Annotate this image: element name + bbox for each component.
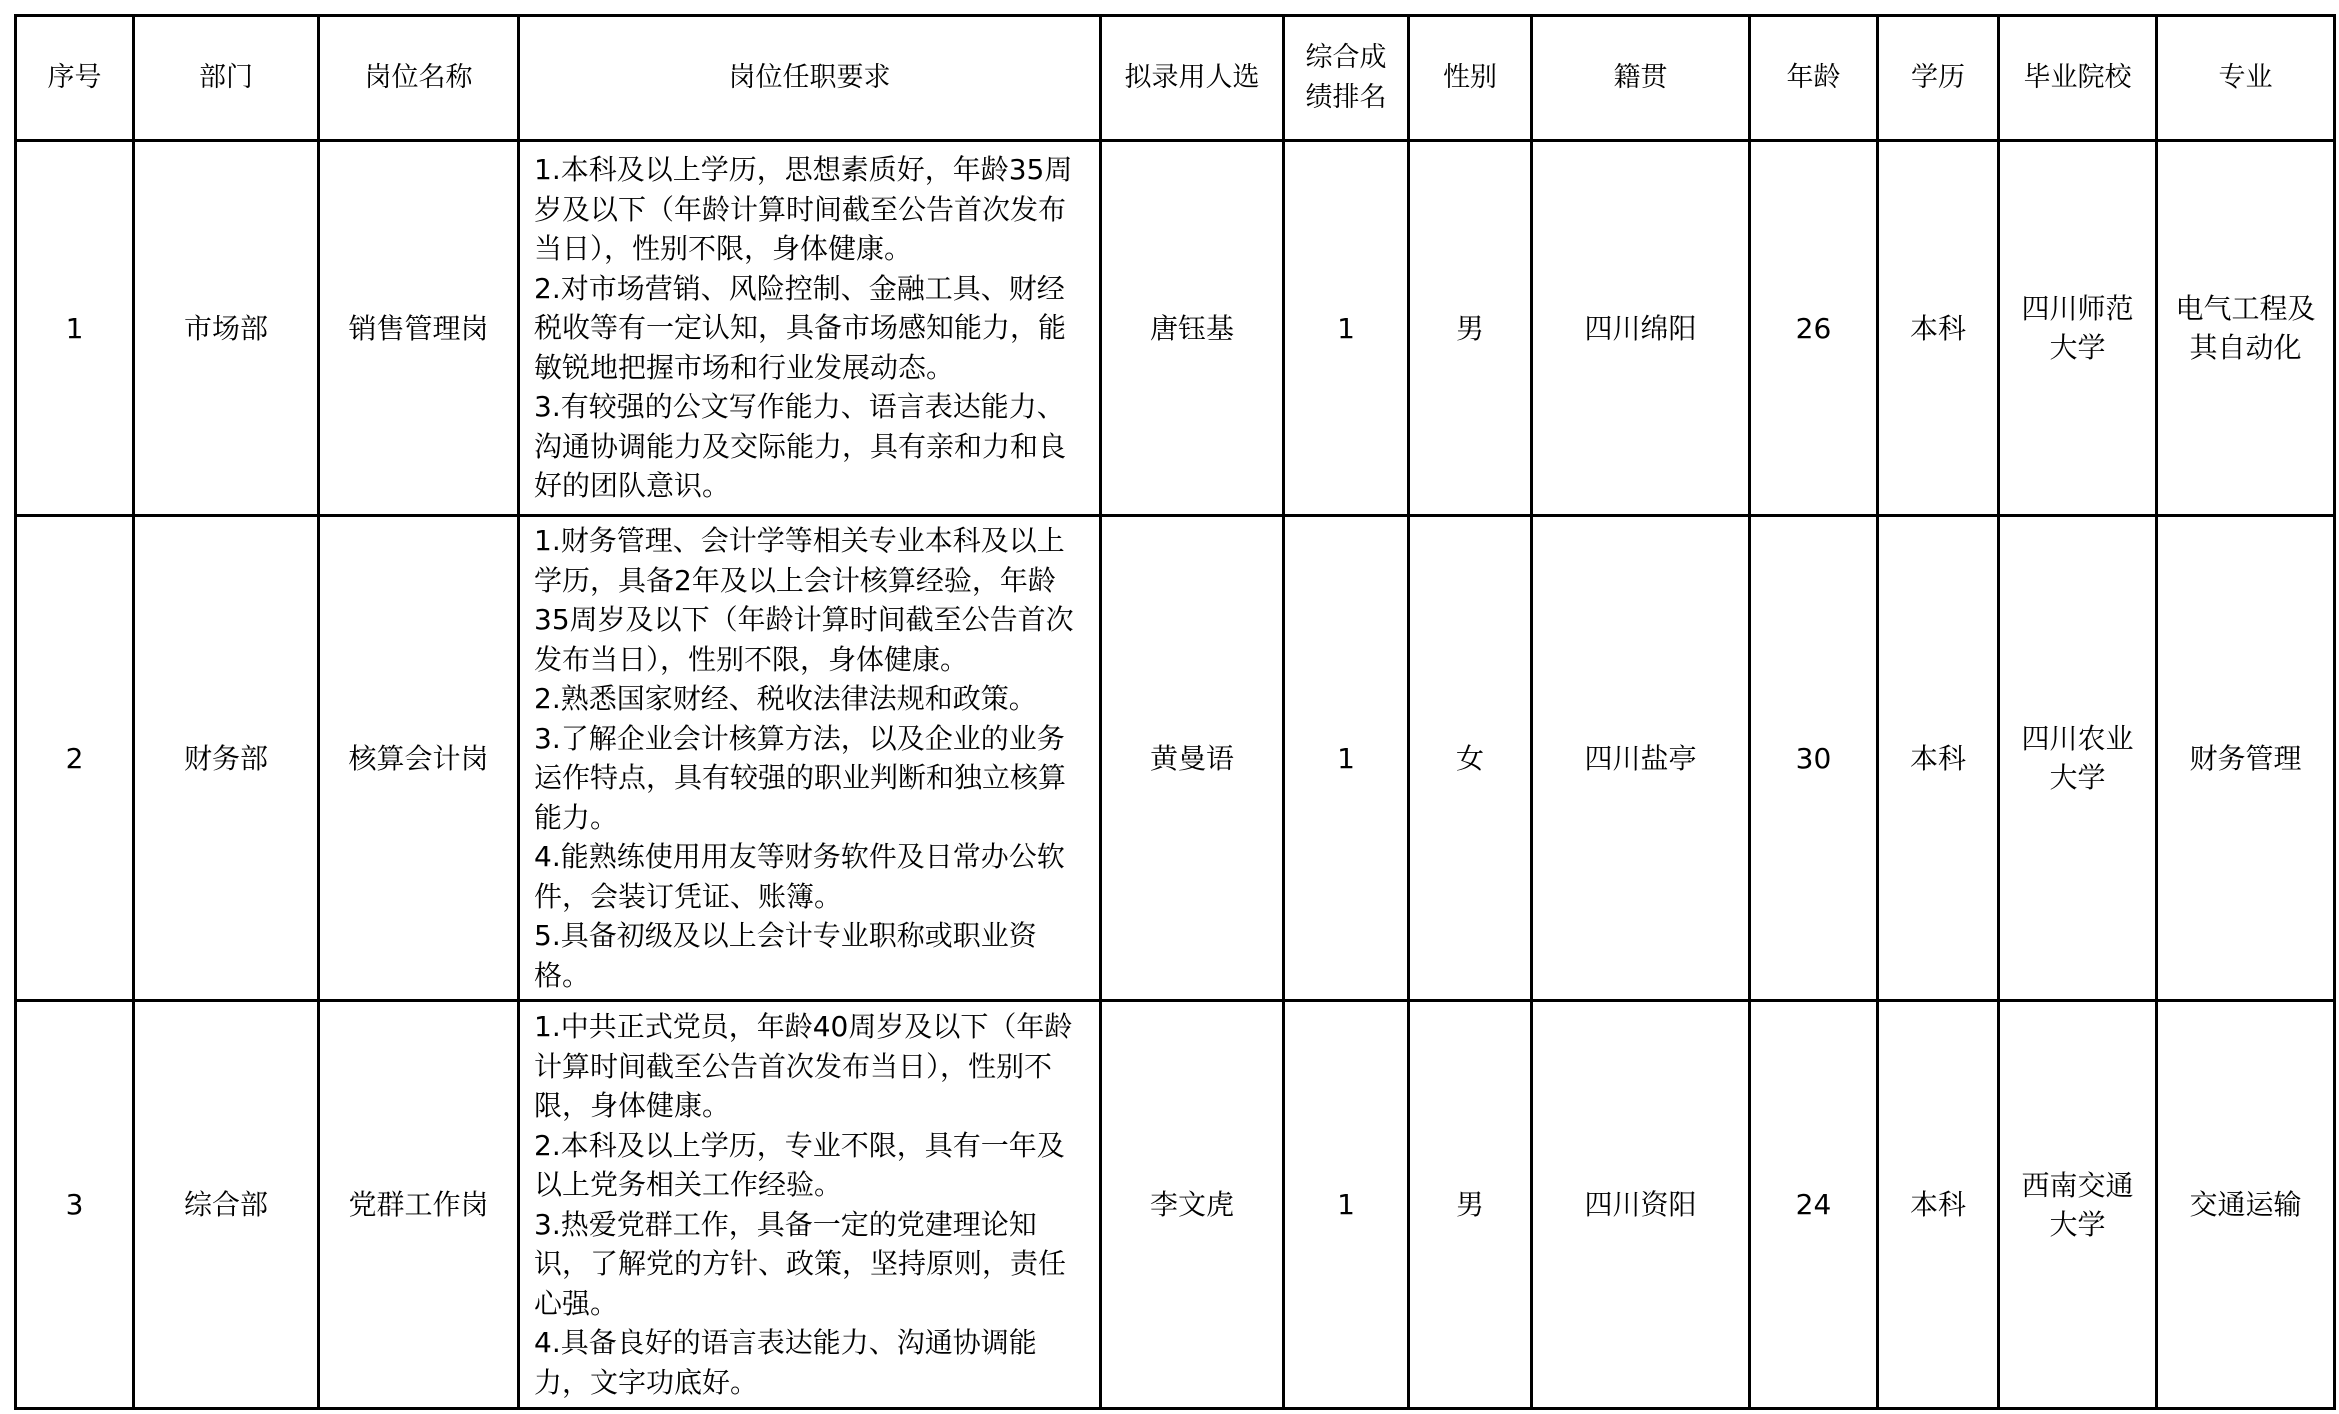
cell-candidate: 李文虎 — [1101, 1001, 1284, 1409]
cell-gender: 男 — [1409, 1001, 1532, 1409]
header-position: 岗位名称 — [319, 16, 519, 141]
cell-age: 30 — [1750, 516, 1878, 1001]
cell-dept: 综合部 — [134, 1001, 319, 1409]
header-origin: 籍贯 — [1532, 16, 1750, 141]
header-major: 专业 — [2157, 16, 2335, 141]
cell-position: 核算会计岗 — [319, 516, 519, 1001]
cell-rank: 1 — [1284, 1001, 1409, 1409]
table-row — [16, 1001, 2335, 1409]
cell-school: 四川师范大学 — [1999, 141, 2157, 516]
cell-requirements: 1.中共正式党员，年龄40周岁及以下（年龄计算时间截至公告首次发布当日），性别不限，身体健康。 2.本科及以上学历，专业不限，具有一年及以上党务相关工作经验。 3.热爱党群工作，具备一定的党建理论知识，了解党的方针、政策，坚持原则，责任心强。 4.具备良好的语言表达能力、沟通协调能力，文字功底好。 — [519, 1001, 1101, 1409]
header-school: 毕业院校 — [1999, 16, 2157, 141]
header-candidate: 拟录用人选 — [1101, 16, 1284, 141]
header-row — [16, 16, 2335, 141]
header-gender: 性别 — [1409, 16, 1532, 141]
cell-education: 本科 — [1878, 141, 1999, 516]
cell-major: 交通运输 — [2157, 1001, 2335, 1409]
cell-requirements: 1.财务管理、会计学等相关专业本科及以上学历，具备2年及以上会计核算经验，年龄35周岁及以下（年龄计算时间截至公告首次发布当日），性别不限，身体健康。 2.熟悉国家财经、税收法律法规和政策。 3.了解企业会计核算方法，以及企业的业务运作特点，具有较强的职业判断和独立核算能力。 4.能熟练使用用友等财务软件及日常办公软件，会装订凭证、账簿。 5.具备初级及以上会计专业职称或职业资格。 — [519, 516, 1101, 1001]
cell-no: 2 — [16, 516, 134, 1001]
header-dept: 部门 — [134, 16, 319, 141]
cell-dept: 市场部 — [134, 141, 319, 516]
candidate-table — [14, 14, 2336, 1410]
cell-candidate: 黄曼语 — [1101, 516, 1284, 1001]
cell-requirements: 1.本科及以上学历，思想素质好，年龄35周岁及以下（年龄计算时间截至公告首次发布当日），性别不限，身体健康。 2.对市场营销、风险控制、金融工具、财经税收等有一定认知，具备市场感知能力，能敏锐地把握市场和行业发展动态。 3.有较强的公文写作能力、语言表达能力、沟通协调能力及交际能力，具有亲和力和良好的团队意识。 — [519, 141, 1101, 516]
cell-gender: 女 — [1409, 516, 1532, 1001]
cell-candidate: 唐钰基 — [1101, 141, 1284, 516]
cell-major: 财务管理 — [2157, 516, 2335, 1001]
cell-position: 销售管理岗 — [319, 141, 519, 516]
header-rank: 综合成绩排名 — [1284, 16, 1409, 141]
cell-no: 1 — [16, 141, 134, 516]
cell-origin: 四川盐亭 — [1532, 516, 1750, 1001]
header-education: 学历 — [1878, 16, 1999, 141]
header-age: 年龄 — [1750, 16, 1878, 141]
header-requirements: 岗位任职要求 — [519, 16, 1101, 141]
cell-gender: 男 — [1409, 141, 1532, 516]
table-row — [16, 516, 2335, 1001]
cell-no: 3 — [16, 1001, 134, 1409]
cell-school: 西南交通大学 — [1999, 1001, 2157, 1409]
table-row — [16, 141, 2335, 516]
header-no: 序号 — [16, 16, 134, 141]
cell-education: 本科 — [1878, 516, 1999, 1001]
cell-origin: 四川绵阳 — [1532, 141, 1750, 516]
cell-age: 26 — [1750, 141, 1878, 516]
cell-school: 四川农业大学 — [1999, 516, 2157, 1001]
cell-origin: 四川资阳 — [1532, 1001, 1750, 1409]
cell-rank: 1 — [1284, 141, 1409, 516]
cell-dept: 财务部 — [134, 516, 319, 1001]
cell-rank: 1 — [1284, 516, 1409, 1001]
cell-major: 电气工程及其自动化 — [2157, 141, 2335, 516]
cell-education: 本科 — [1878, 1001, 1999, 1409]
cell-position: 党群工作岗 — [319, 1001, 519, 1409]
cell-age: 24 — [1750, 1001, 1878, 1409]
